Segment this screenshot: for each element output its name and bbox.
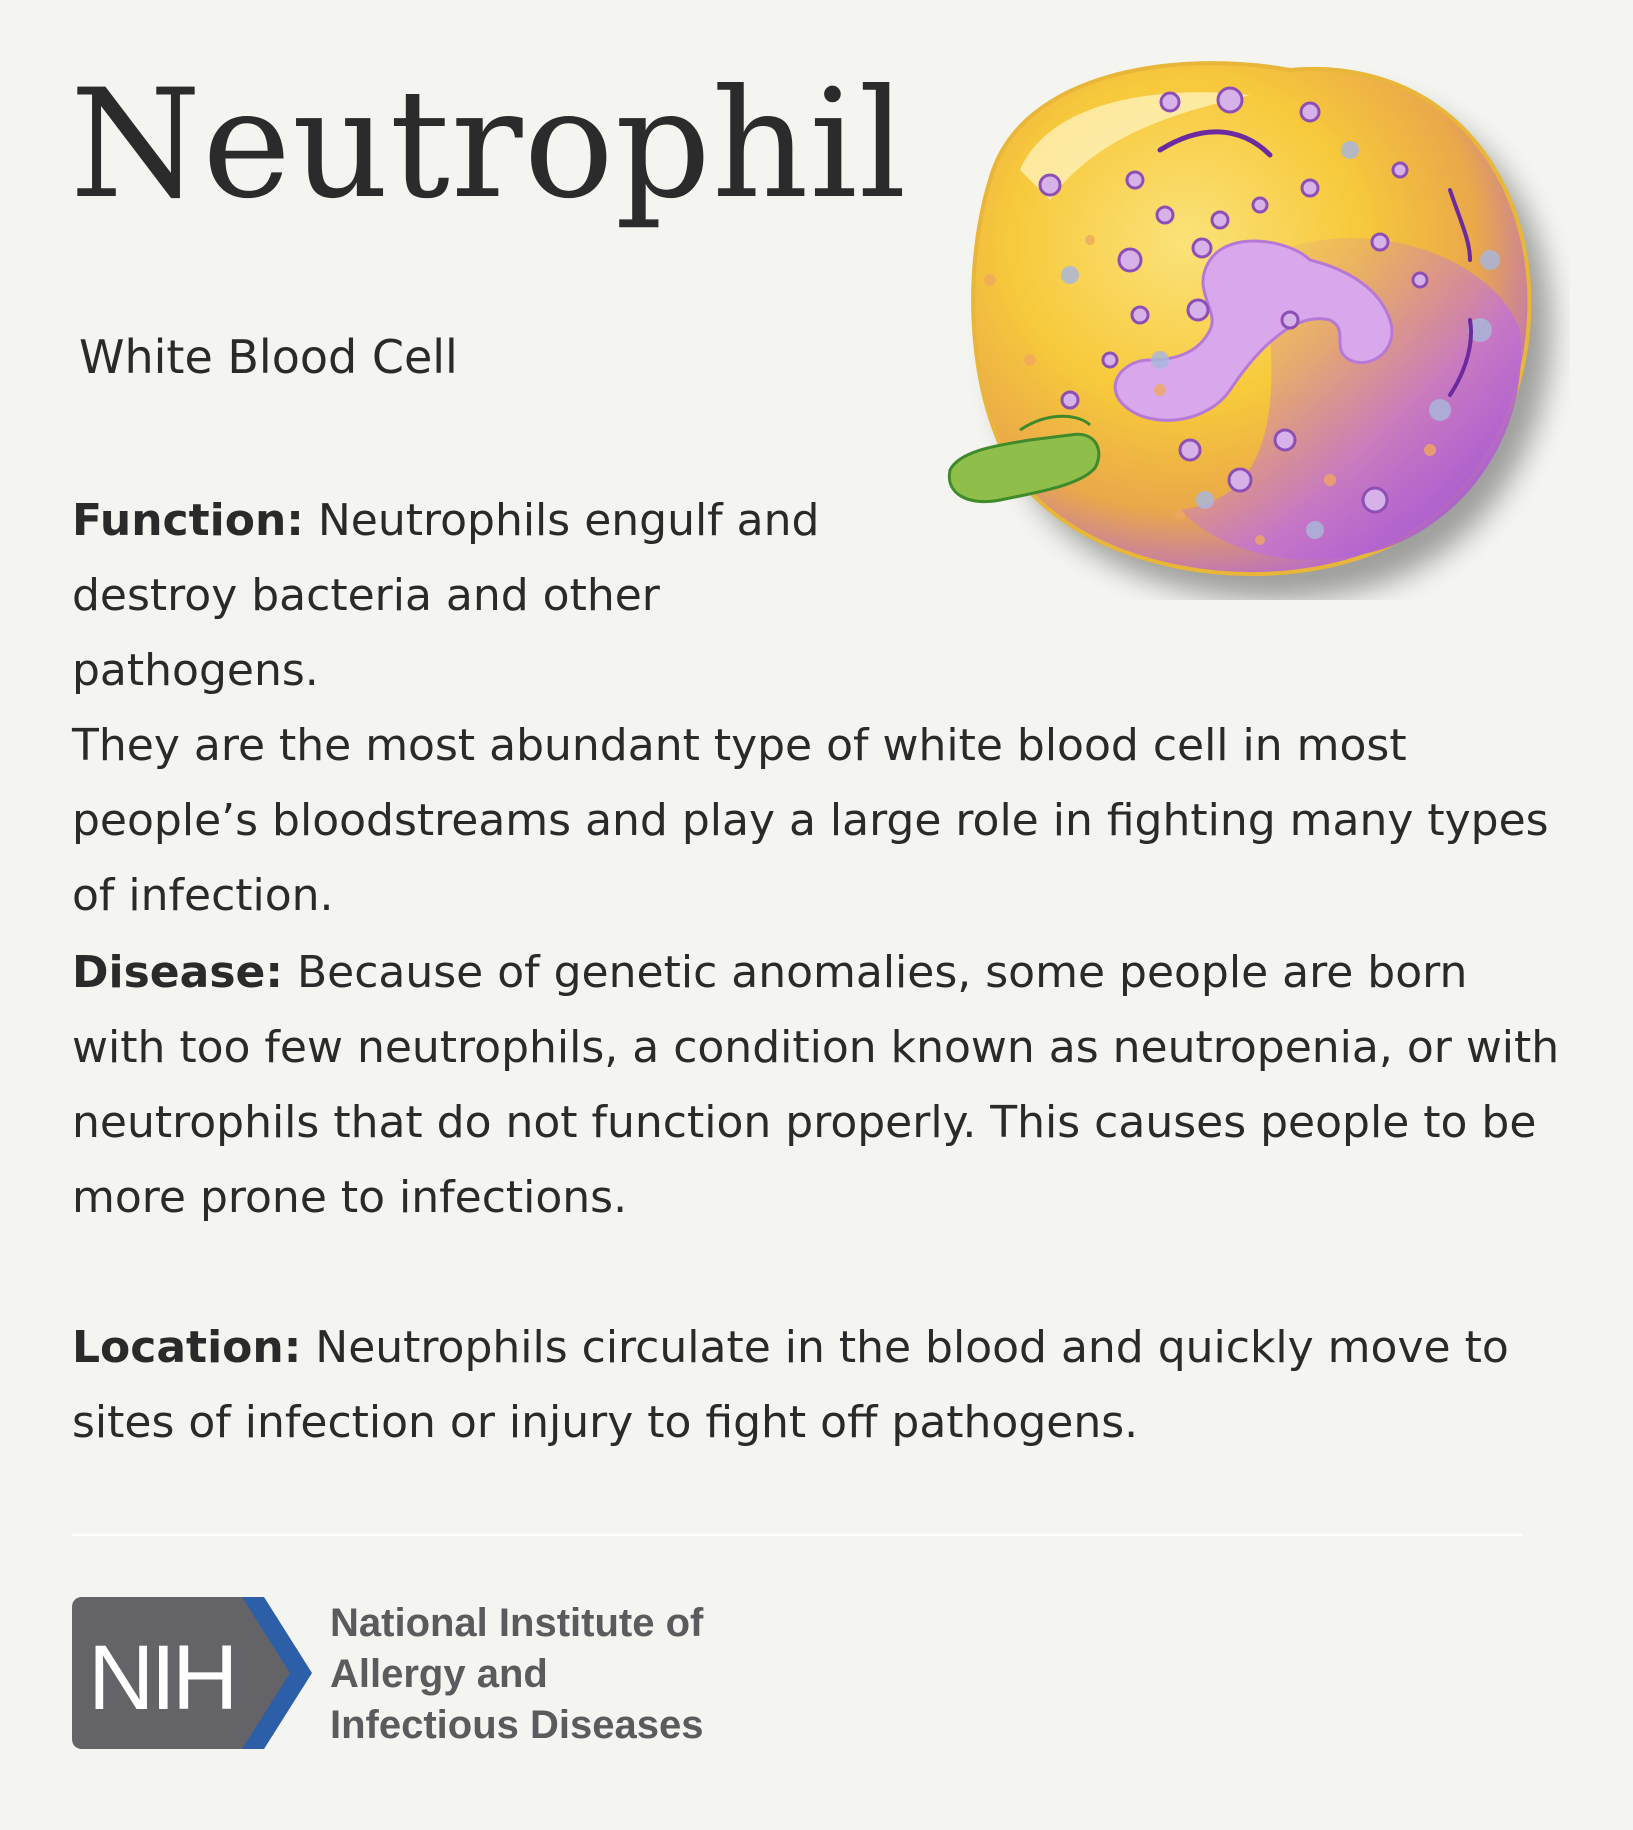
function-section — [72, 483, 1572, 933]
org-name — [330, 1598, 704, 1751]
org-line-3: Infectious Diseases — [330, 1703, 704, 1747]
function-text-first: Neutrophils engulf and destroy bacteria and other pathogens. — [72, 495, 820, 696]
function-text-rest: They are the most abundant type of white blood cell in most people’s bloodstreams and play a large role in fighting many types of infection. — [72, 720, 1549, 921]
disease-section — [72, 935, 1572, 1235]
org-line-2: Allergy and — [330, 1652, 548, 1696]
location-text: Neutrophils circulate in the blood and quickly move to sites of infection or injury to fight off pathogens. — [72, 1322, 1509, 1448]
org-line-1: National Institute of — [330, 1601, 704, 1645]
divider — [72, 1534, 1522, 1536]
disease-label: Disease: — [72, 947, 283, 998]
disease-text: Because of genetic anomalies, some people are born with too few neutrophils, a condition known as neutropenia, or with neutrophils that do not function properly. This causes people to be more prone to infections. — [72, 947, 1560, 1223]
location-section — [72, 1310, 1572, 1460]
nih-logo-text: NIH — [88, 1627, 235, 1729]
page-title: Neutrophil — [70, 58, 908, 232]
location-label: Location: — [72, 1322, 302, 1373]
function-label: Function: — [72, 495, 304, 546]
nih-logo — [72, 1597, 312, 1749]
page-subtitle: White Blood Cell — [79, 330, 458, 384]
